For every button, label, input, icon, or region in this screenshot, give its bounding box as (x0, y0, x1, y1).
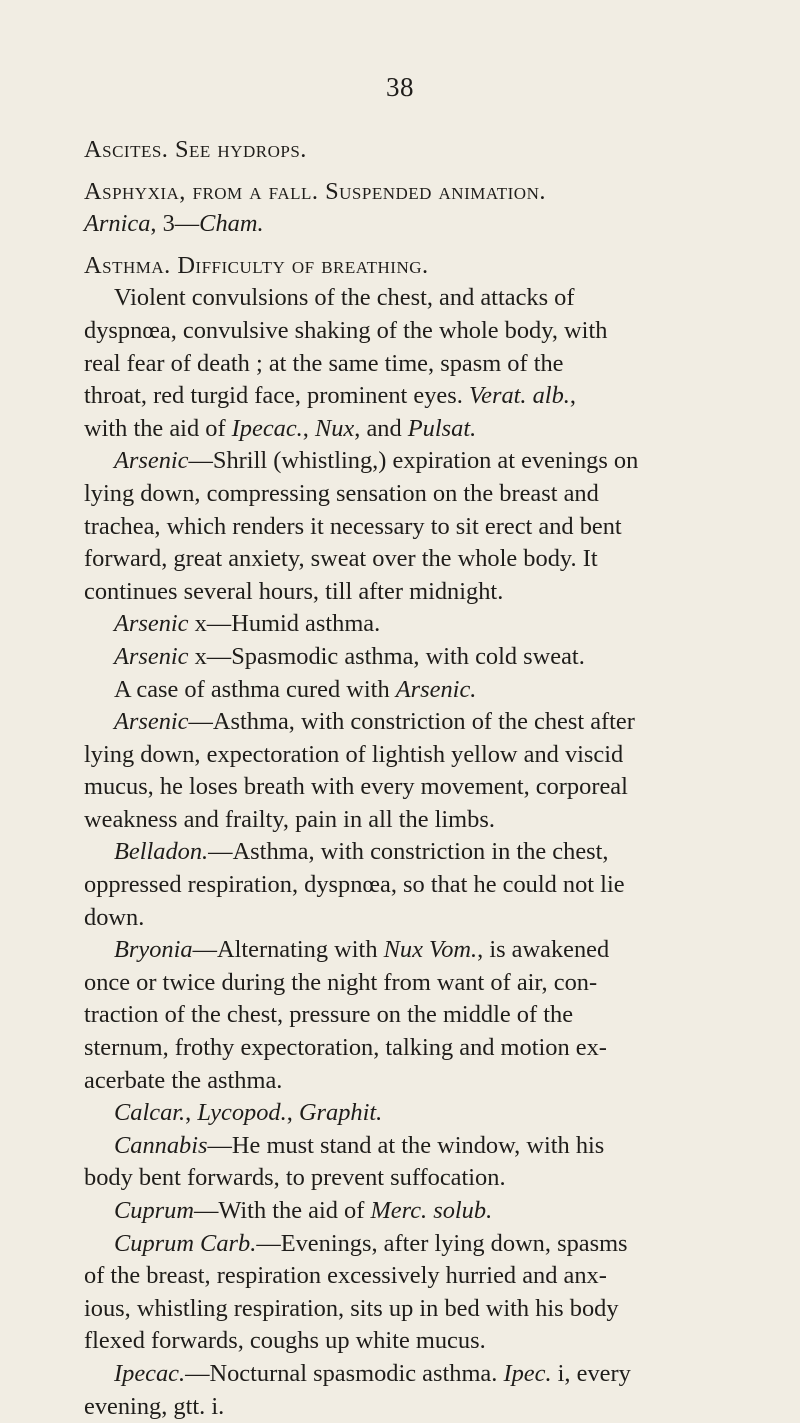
text-line (84, 380, 790, 413)
italic-text: Arsenic. (395, 675, 477, 703)
text-line (84, 315, 790, 348)
text-run: mucus, he loses breath with every movement, corporeal (84, 773, 628, 801)
text-line (84, 771, 790, 804)
text-line (84, 999, 790, 1032)
text-run: —Asthma, with constriction in the chest, (208, 838, 609, 866)
text-run: down. (84, 903, 145, 931)
text-run: —Nocturnal spasmodic asthma. (185, 1359, 504, 1387)
text-run: x—Spasmodic asthma, with cold sweat. (188, 642, 585, 670)
text-line (84, 1097, 790, 1130)
text-run: —He must stand at the window, with his (207, 1131, 605, 1159)
text-line (84, 1293, 790, 1326)
text-run: Violent convulsions of the chest, and attacks of (114, 284, 575, 312)
text-block (84, 134, 790, 1423)
italic-text: Ipecac. (231, 414, 303, 442)
text-line (84, 134, 790, 167)
text-line (84, 1325, 790, 1358)
text-line (84, 348, 790, 381)
text-run: , is awakened (477, 936, 610, 964)
italic-text: Arnica (84, 210, 151, 238)
text-run: —With the aid of (193, 1197, 371, 1224)
text-line (84, 902, 790, 935)
text-run: trachea, which renders it necessary to sit erect and bent (84, 512, 622, 540)
italic-text: Arsenic (114, 447, 189, 475)
text-run: flexed forwards, coughs up white mucus. (84, 1327, 486, 1355)
text-run: once or twice during the night from want of air, con- (84, 968, 598, 996)
italic-text: Cuprum (114, 1197, 194, 1224)
text-line (84, 543, 790, 576)
text-line (84, 1260, 790, 1293)
italic-text: Cham. (199, 210, 264, 238)
text-line (84, 250, 790, 283)
text-run: forward, great anxiety, sweat over the whole body. It (84, 545, 598, 573)
text-run: oppressed respiration, dyspnœa, so that he could not lie (84, 871, 625, 899)
text-line (84, 478, 790, 511)
text-line (84, 1065, 790, 1098)
text-run: lying down, expectoration of lightish yellow and viscid (84, 740, 624, 768)
italic-text: Ipec. (503, 1359, 552, 1387)
text-line (84, 176, 790, 209)
text-run: continues several hours, till after midnight. (84, 577, 504, 605)
italic-text: Pulsat. (407, 414, 477, 442)
text-line (84, 1358, 790, 1391)
text-line (84, 208, 790, 241)
text-run: , (185, 1099, 198, 1127)
italic-text: Cuprum Carb. (114, 1229, 257, 1257)
text-line (84, 739, 790, 772)
text-run: x—Humid asthma. (188, 610, 381, 638)
text-line (84, 413, 790, 446)
text-run: —Evenings, after lying down, spasms (256, 1229, 628, 1257)
text-run: body bent forwards, to prevent suffocation. (84, 1164, 506, 1192)
page-number: 38 (386, 72, 414, 102)
text-run: sternum, frothy expectoration, talking and motion ex- (84, 1034, 607, 1062)
italic-text: Arsenic (114, 708, 189, 736)
italic-text: Ipecac. (114, 1359, 186, 1387)
text-line (84, 804, 790, 837)
text-line (84, 674, 790, 707)
italic-text: Verat. alb. (468, 382, 570, 410)
text-run: —Alternating with (192, 936, 384, 964)
text-line (84, 641, 790, 674)
text-run: A case of asthma cured with (114, 675, 396, 703)
text-run: , (302, 414, 315, 442)
text-run: —Asthma, with constriction of the chest after (188, 708, 635, 736)
text-run: , (286, 1099, 299, 1127)
text-run: —Shrill (whistling,) expiration at evenings on (188, 447, 639, 475)
text-line (84, 1391, 790, 1423)
italic-text: Arsenic (114, 610, 189, 638)
text-line (84, 445, 790, 478)
italic-text: Calcar. (114, 1099, 186, 1127)
italic-text: Graphit. (298, 1099, 383, 1127)
text-line (84, 511, 790, 544)
italic-text: Nux (314, 414, 355, 442)
italic-text: Arsenic (114, 642, 189, 670)
text-run: with the aid of (84, 414, 232, 442)
italic-text: Nux Vom. (383, 936, 478, 964)
text-line (84, 1130, 790, 1163)
text-run: i, every (551, 1359, 631, 1387)
text-run: evening, gtt. i. (84, 1392, 225, 1420)
text-line (84, 576, 790, 609)
text-line (84, 282, 790, 315)
text-run: real fear of death ; at the same time, spasm of the (84, 349, 564, 377)
text-line (84, 869, 790, 902)
italic-text: Cannabis (114, 1131, 208, 1159)
text-line (84, 1195, 790, 1228)
text-run: of the breast, respiration excessively hurried and anx- (84, 1262, 607, 1290)
text-line (84, 934, 790, 967)
text-line (84, 836, 790, 869)
italic-text: Lycopod. (197, 1099, 287, 1127)
text-run: acerbate the asthma. (84, 1066, 283, 1094)
text-run: dyspnœa, convulsive shaking of the whole body, with (84, 316, 608, 344)
text-line (84, 967, 790, 1000)
text-line (84, 608, 790, 641)
text-run: traction of the chest, pressure on the middle of the (84, 1001, 574, 1029)
text-run: lying down, compressing sensation on the breast and (84, 479, 599, 507)
text-line (84, 706, 790, 739)
text-run: weakness and frailty, pain in all the limbs. (84, 805, 495, 833)
text-line (84, 1162, 790, 1195)
text-line (84, 1032, 790, 1065)
italic-text: Belladon. (114, 838, 209, 866)
text-line (84, 1228, 790, 1261)
text-run: Ascites. See hydrops. (84, 136, 307, 163)
text-run: , (569, 382, 576, 410)
text-run: ious, whistling respiration, sits up in bed with his body (84, 1294, 619, 1322)
text-run: Asthma. Difficulty of breathing. (84, 251, 429, 279)
text-run: throat, red turgid face, prominent eyes. (84, 382, 469, 410)
text-run: , 3— (150, 210, 200, 238)
text-run: , and (354, 414, 408, 442)
italic-text: Merc. solub. (370, 1197, 493, 1224)
italic-text: Bryonia (114, 936, 193, 964)
text-run: Asphyxia, from a fall. Suspended animation. (84, 177, 546, 205)
